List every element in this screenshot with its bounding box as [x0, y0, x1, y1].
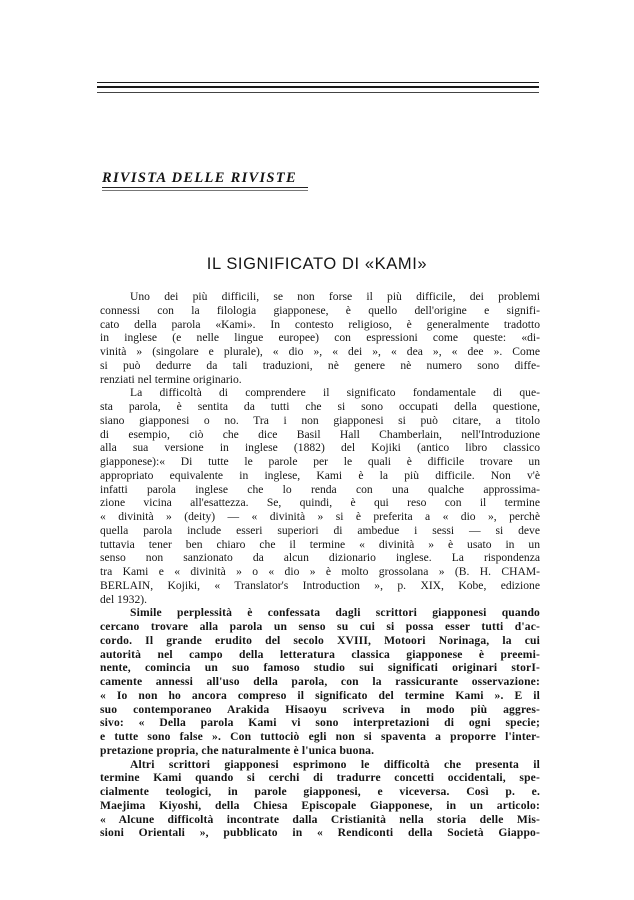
- text-line: Uno dei più difficili, se non forse il più difficile, dei problemi: [130, 290, 540, 303]
- text-line: in inglese (e nelle lingue europee) con espressioni come queste: «di-: [100, 331, 540, 345]
- text-line: sta parola, è sentita da tutti che si sono occupati della questione,: [100, 400, 540, 413]
- text-line: cercano trovare alla parola un senso su cui si possa esser tutti d'ac-: [100, 620, 540, 633]
- text-line: « divinità » (deity) — « divinità » si è preferita a « dio », perchè: [100, 510, 540, 523]
- header-rule-3: [97, 92, 539, 93]
- section-heading-underline: [102, 187, 308, 188]
- text-line: « Io non ho ancora compreso il significato del termine Kami ». E il: [100, 688, 540, 702]
- text-line: di esempio, ciò che dice Basil Hall Chamberlain, nell'Introduzione: [100, 427, 540, 441]
- text-line: Maejima Kiyoshi, della Chiesa Episcopale Giapponese, in un articolo:: [100, 798, 540, 812]
- paragraph: [100, 386, 540, 606]
- text-line: tra Kami e « divinità » o « dio » è molto grossolana » (B. H. CHAM-: [100, 565, 540, 578]
- text-line: Simile perplessità è confessata dagli scrittori giapponesi quando: [130, 606, 540, 620]
- text-line: La difficoltà di comprendere il significato fondamentale di que-: [130, 386, 540, 400]
- text-line: infatti parola inglese che lo renda con una qualche approssima-: [100, 482, 540, 496]
- text-line: pretazione propria, che naturalmente è l'unica buona.: [100, 743, 375, 757]
- text-line: Altri scrittori giapponesi esprimono le difficoltà che presenta il: [130, 757, 540, 771]
- text-line: quella parola include esseri superiori di ambedue i sessi — si deve: [100, 523, 540, 537]
- text-line: termine Kami quando si cerchi di tradurre concetti occidentali, spe-: [100, 771, 540, 785]
- text-line: autorità nel campo della letteratura classica giapponese è preemi-: [100, 647, 540, 661]
- text-line: « Alcune difficoltà incontrate dalla Cristianità nella storia delle Mis-: [100, 812, 540, 826]
- text-line: cordo. Il grande erudito del secolo XVIII, Motoori Norinaga, la cui: [100, 633, 540, 647]
- paragraph: [100, 606, 540, 757]
- text-line: camente annessi all'uso della parola, con la rassicurante osservazione:: [100, 675, 540, 688]
- header-rule-1: [97, 82, 539, 83]
- text-line: del 1932).: [100, 592, 148, 606]
- text-line: cialmente teologici, in parole giapponesi, e viceversa. Così p. e.: [100, 785, 540, 798]
- text-line: e tutte sono false ». Con tuttociò egli non si spaventa a proporre l'inter-: [100, 730, 540, 743]
- text-line: alla sua versione in inglese (1882) del Kojiki (antico libro classico: [100, 441, 540, 455]
- text-line: sioni Orientali », pubblicato in « Rendiconti della Società Giappo-: [100, 826, 540, 840]
- article-body: [100, 290, 540, 840]
- text-line: zione vicina all'esattezza. Se, quindi, è qui reso con il termine: [100, 496, 540, 510]
- text-line: suo contemporaneo Arakida Hisaoyu scriveva in modo più aggres-: [100, 702, 540, 716]
- text-line: BERLAIN, Kojiki, « Translator's Introduction », p. XIX, Kobe, edizione: [100, 578, 540, 592]
- text-line: si può dedurre da tali traduzioni, nè genere nè numero sono diffe-: [100, 358, 540, 372]
- text-line: sivo: « Della parola Kami vi sono interpretazioni di ogni specie;: [100, 716, 540, 730]
- text-line: tuttavia tener ben chiaro che il termine « divinità » è usato in un: [100, 537, 540, 551]
- section-heading-underline-secondary: [102, 190, 308, 191]
- article-title: IL SIGNIFICATO DI «KAMI»: [206, 255, 428, 273]
- paragraph: [100, 758, 540, 841]
- paragraph: [100, 290, 540, 386]
- text-line: nente, comincia un suo famoso studio sui significati originari storI-: [100, 661, 540, 675]
- text-line: cato della parola «Kami». In contesto religioso, è generalmente tradotto: [100, 317, 540, 331]
- text-line: siano giapponesi o no. Tra i non giapponesi si può citare, a titolo: [100, 413, 540, 427]
- text-line: renziati nel termine originario.: [100, 372, 242, 386]
- text-line: vinità » (singolare e plurale), « dio », « dei », « dea », « dee ». Come: [100, 345, 540, 358]
- header-rule-2: [97, 86, 539, 88]
- text-line: appropriato equivalente in inglese, Kami è la più difficile. Non v'è: [100, 468, 540, 482]
- section-heading: RIVISTA DELLE RIVISTE: [102, 170, 297, 186]
- text-line: giapponese):« Di tutte le parole per le quali è difficile trovare un: [100, 455, 540, 468]
- text-line: connessi con la filologia giapponese, è quello dell'origine e signifi-: [100, 303, 540, 317]
- text-line: senso non sanzionato da alcun dizionario inglese. La rispondenza: [100, 551, 540, 565]
